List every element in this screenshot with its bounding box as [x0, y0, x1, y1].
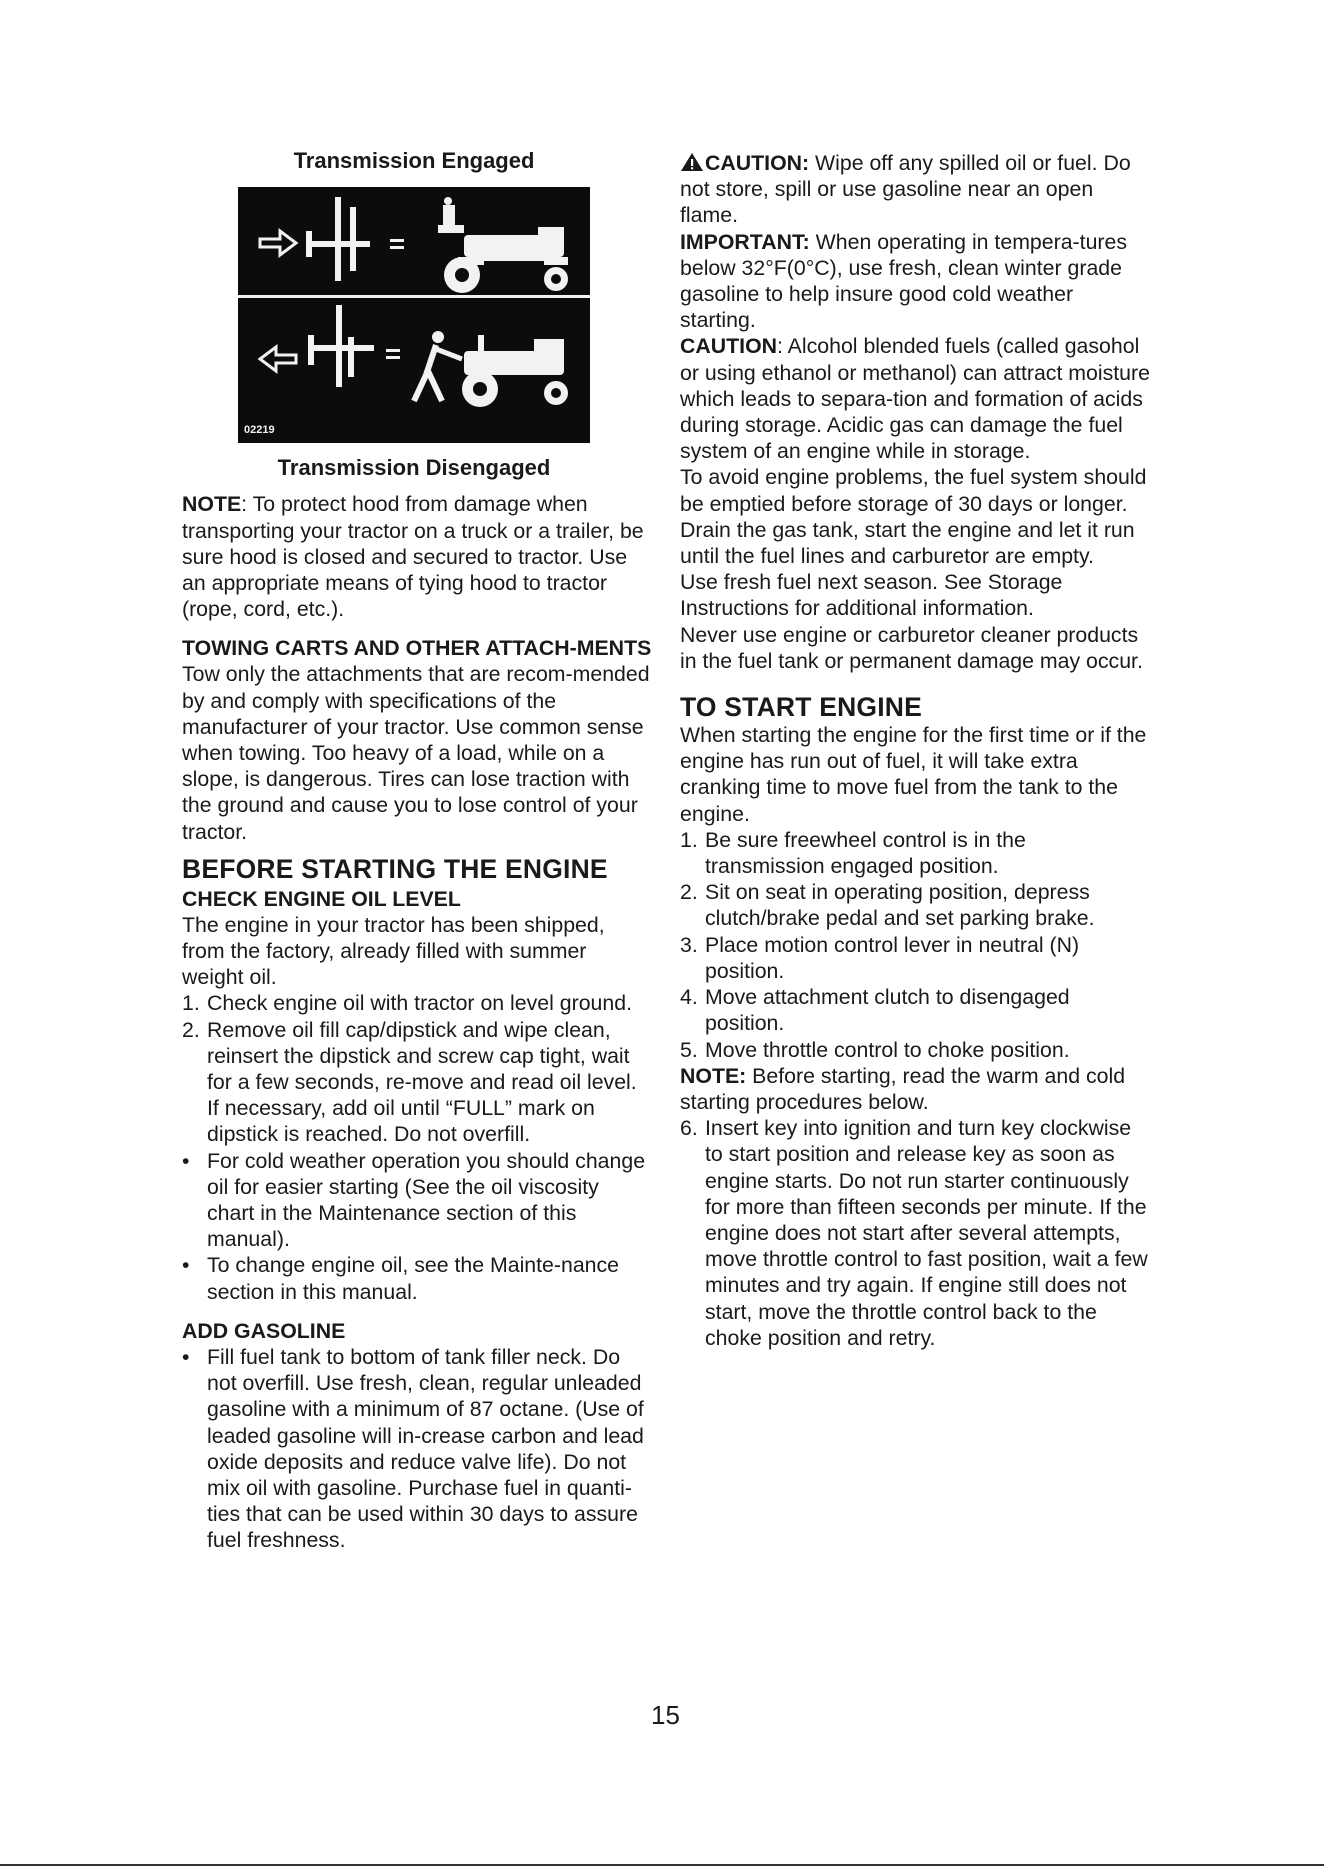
list-item-text: Be sure freewheel control is in the transmission engaged position.	[705, 827, 1026, 879]
note-label: NOTE	[182, 492, 242, 517]
list-item	[182, 990, 652, 1016]
arrow-left-icon	[260, 347, 296, 371]
list-item-text: Place motion control lever in neutral (N) position.	[705, 932, 1080, 983]
caution-spill	[680, 150, 1150, 229]
warm-cold-note	[680, 1063, 1150, 1115]
fresh-fuel-text: Use fresh fuel next season. See Storage Instructions for additional information.	[680, 570, 1063, 621]
list-marker: 2.	[182, 1017, 200, 1042]
equals-icon	[390, 239, 404, 249]
list-marker: 3.	[680, 932, 698, 957]
list-item	[680, 1037, 1150, 1063]
towing-text: Tow only the attachments that are recom-mended by and comply with specifications of the manufacturer of your tractor. Use common sense when towing. Too heavy of a load, while on a slope, is dangerous. Tires can lose traction with the ground and cause you to lose control of your tractor.	[182, 662, 650, 844]
list-marker: •	[182, 1253, 190, 1278]
figure-code: 02219	[244, 424, 275, 437]
note-label-2: NOTE:	[680, 1063, 747, 1088]
start-steps-list	[680, 827, 1150, 1063]
list-item	[680, 827, 1150, 879]
caution-label: CAUTION:	[705, 151, 810, 175]
list-item-text: Insert key into ignition and turn key clockwise to start position and release key as soon as engine starts. Do not run starter continuously for more than fifteen seconds per minute. If the engine does not start after several attempts, move throttle control to fast position, wait a few minutes and try again. If engine still does not start, move the throttle control back to the choke position and retry.	[705, 1116, 1148, 1350]
list-item	[182, 1252, 652, 1304]
list-marker: 6.	[680, 1116, 698, 1141]
list-item	[182, 1344, 652, 1554]
list-item	[680, 879, 1150, 931]
list-item	[680, 984, 1150, 1036]
lever-disengaged-icon	[308, 305, 374, 387]
list-item-text: Check engine oil with tractor on level ground.	[207, 991, 632, 1016]
towing-heading: TOWING CARTS AND OTHER ATTACH-MENTS	[182, 636, 652, 661]
list-item	[680, 1115, 1150, 1351]
oil-intro-text: The engine in your tractor has been shipped, from the factory, already filled with summer weight oil.	[182, 912, 605, 990]
hood-note	[182, 491, 652, 622]
important-text: When operating in tempera-tures below 32°F(0°C), use fresh, clean winter grade gasoline to help insure good cold weather starting.	[680, 229, 1127, 333]
list-item-text: Move attachment clutch to disengaged position.	[705, 985, 1070, 1036]
list-marker: 1.	[182, 991, 200, 1016]
start-intro-text: When starting the engine for the first time or if the engine has run out of fuel, it will take extra cranking time to move fuel from the tank to the engine.	[680, 723, 1147, 826]
transmission-decal-figure	[238, 187, 590, 443]
equals-icon-2	[386, 349, 400, 359]
person-pushing-tractor-icon	[414, 331, 568, 407]
start-steps-list-2	[680, 1115, 1150, 1351]
caution-text-2: : Alcohol blended fuels (called gasohol or using ethanol or methanol) can attract moisture which leads to separa-tion and formation of acids during storage. Acidic gas can damage the fuel system of an engine while in storage.	[680, 334, 1150, 464]
caution-label-2: CAUTION	[680, 334, 778, 359]
arrow-right-icon	[260, 231, 296, 255]
list-item	[680, 932, 1150, 984]
gasoline-list	[182, 1344, 652, 1554]
warning-triangle-icon	[680, 152, 704, 172]
list-item-text: Sit on seat in operating position, depress clutch/brake pedal and set parking brake.	[705, 880, 1095, 931]
list-item-text: For cold weather operation you should change oil for easier starting (See the oil viscosity chart in the Maintenance section of this manual).	[207, 1148, 646, 1252]
note-text: : To protect hood from damage when transporting your tractor on a truck or a trailer, be sure hood is closed and secured to tractor. Use an appropriate means of tying hood to tractor (rope, cord, etc.).	[182, 492, 644, 622]
transmission-decal-icon	[238, 187, 590, 443]
caption-transmission-disengaged: Transmission Disengaged	[277, 455, 551, 481]
check-oil-heading: CHECK ENGINE OIL LEVEL	[182, 886, 461, 911]
never-use-cleaner-text: Never use engine or carburetor cleaner products in the fuel tank or permanent damage may occur.	[680, 622, 1143, 673]
avoid-problems-text: To avoid engine problems, the fuel system should be emptied before storage of 30 days or longer. Drain the gas tank, start the engine and let it run until the fuel lines and carburetor are empty.	[680, 465, 1147, 569]
oil-steps-list	[182, 990, 652, 1304]
right-column	[680, 150, 1150, 1351]
bottom-rule	[0, 1864, 1324, 1866]
list-marker: 2.	[680, 880, 698, 905]
list-item	[182, 1017, 652, 1148]
list-marker: •	[182, 1148, 190, 1173]
list-item-text: Move throttle control to choke position.	[705, 1037, 1070, 1062]
tractor-rider-icon	[438, 197, 568, 293]
list-item-text: Fill fuel tank to bottom of tank filler neck. Do not overfill. Use fresh, clean, regular unleaded gasoline with a minimum of 87 octane. (Use of leaded gasoline will in-crease carbon and lead oxide deposits and reduce valve life). Do not mix oil with gasoline. Purchase fuel in quanti-ties that can be used within 30 days to assure fuel freshness.	[207, 1344, 644, 1553]
list-marker: 5.	[680, 1037, 698, 1062]
list-marker: •	[182, 1344, 190, 1369]
list-marker: 4.	[680, 985, 698, 1010]
caption-transmission-engaged: Transmission Engaged	[293, 148, 535, 173]
list-marker: 1.	[680, 827, 698, 852]
list-item-text: Remove oil fill cap/dipstick and wipe clean, reinsert the dipstick and screw cap tight, wait for a few seconds, re-move and read oil level. If necessary, add oil until “FULL” mark on dipstick is reached. Do not overfill.	[207, 1017, 637, 1147]
caution-alcohol	[680, 333, 1150, 464]
list-item-text: To change engine oil, see the Mainte-nance section in this manual.	[207, 1253, 620, 1304]
lever-engaged-icon	[306, 197, 370, 281]
page-number: 15	[651, 1700, 680, 1730]
before-starting-heading: BEFORE STARTING THE ENGINE	[182, 853, 608, 884]
caution-text: Wipe off any spilled oil or fuel. Do not store, spill or use gasoline near an open flame.	[680, 151, 1131, 228]
important-label: IMPORTANT:	[680, 229, 810, 254]
left-column	[182, 148, 652, 1554]
list-item	[182, 1148, 652, 1253]
note-text-2: Before starting, read the warm and cold starting procedures below.	[680, 1063, 1126, 1114]
important-note	[680, 229, 1150, 334]
add-gasoline-heading: ADD GASOLINE	[182, 1318, 346, 1343]
to-start-engine-heading: TO START ENGINE	[680, 692, 923, 723]
